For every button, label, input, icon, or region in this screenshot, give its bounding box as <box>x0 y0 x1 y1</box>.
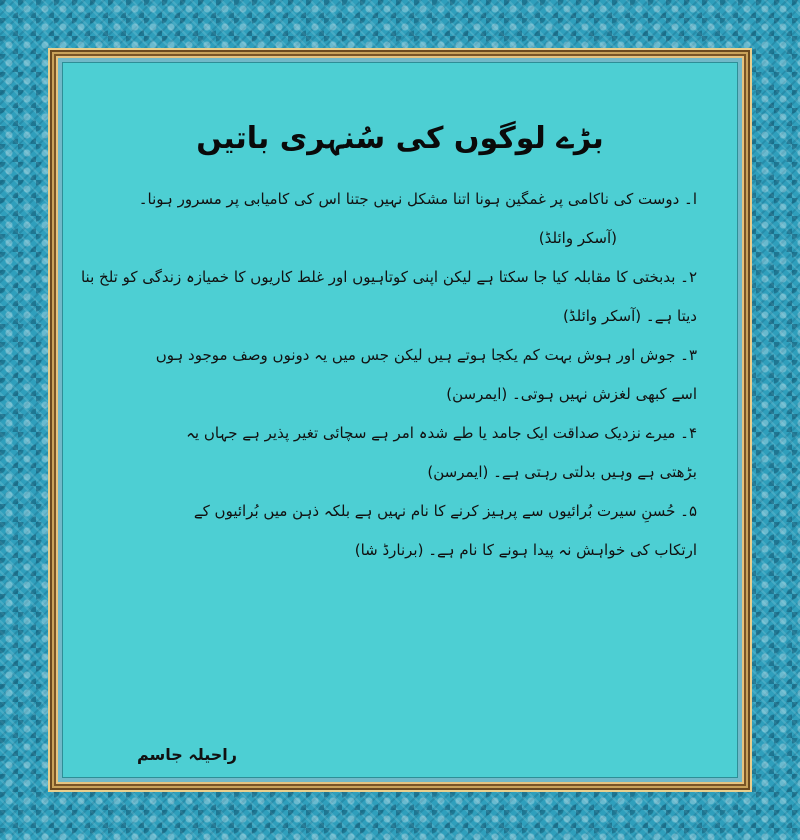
quote-panel <box>62 62 738 778</box>
quote-1-line-2: (آسکر وائلڈ) <box>538 229 617 247</box>
signature: راحیلہ جاسم <box>136 745 237 764</box>
quote-3-line-1: ۳۔ جوش اور ہوش بہت کم یکجا ہوتے ہیں لیکن جس میں یہ دونوں وصف موجود ہوں <box>155 346 697 364</box>
quotes-body <box>80 183 697 573</box>
quote-2-line-1: ۲۔ بدبختی کا مقابلہ کیا جا سکتا ہے لیکن اپنی کوتاہیوں اور غلط کاریوں کا خمیازہ زندگی کو تلخ بنا <box>80 268 697 286</box>
quote-5-line-2: ارتکاب کی خواہش نہ پیدا ہونے کا نام ہے۔ (برنارڈ شا) <box>354 541 697 559</box>
quote-2-line-2: دیتا ہے۔ (آسکر وائلڈ) <box>562 307 697 325</box>
quote-4-line-1: ۴۔ میرے نزدیک صداقت ایک جامد یا طے شدہ امر ہے سچائی تغیر پذیر ہے جہاں یہ <box>186 424 697 442</box>
page-title: بڑے لوگوں کی سُنہری باتیں <box>196 121 604 156</box>
quote-3-line-2: اسے کبھی لغزش نہیں ہوتی۔ (ایمرسن) <box>446 385 697 403</box>
quote-5-line-1: ۵۔ حُسنِ سیرت بُرائیوں سے پرہیز کرنے کا نام نہیں ہے بلکہ ذہن میں بُرائیوں کے <box>193 502 697 520</box>
quote-4-line-2: بڑھتی ہے وہیں بدلتی رہتی ہے۔ (ایمرسن) <box>427 463 697 481</box>
quote-1-line-1: ا۔ دوست کی ناکامی پر غمگین ہونا اتنا مشکل نہیں جتنا اس کی کامیابی پر مسرور ہونا۔ <box>138 190 697 208</box>
